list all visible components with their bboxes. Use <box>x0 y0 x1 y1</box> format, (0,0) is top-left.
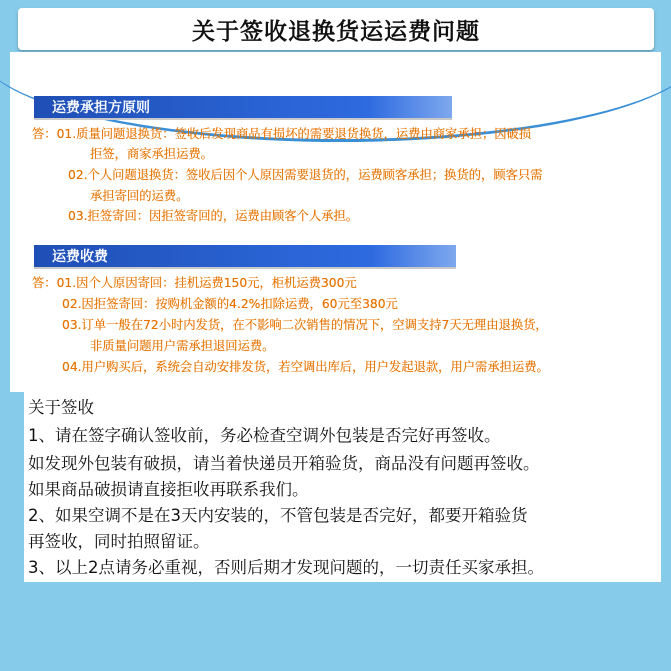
notice-line-4: 2、如果空调不是在3天内安装的，不管包装是否完好，都要开箱验货 <box>28 506 528 525</box>
section-header-label: 运费收费 <box>52 249 108 265</box>
section-header-shipping-principle <box>34 96 452 120</box>
notice-line-5: 再签收，同时拍照留证。 <box>28 532 210 551</box>
notice-line-6: 3、以上2点请务必重视，否则后期才发现问题的，一切责任买家承担。 <box>28 558 544 577</box>
principle-line-5: 03.拒签寄回：因拒签寄回的，运费由顾客个人承担。 <box>68 209 359 223</box>
principle-line-3: 02.个人问题退换货：签收后因个人原因需要退货的，运费顾客承担；换货的，顾客只需 <box>68 168 543 182</box>
principle-line-4: 承担寄回的运费。 <box>90 189 189 203</box>
principle-line-1: 答：01.质量问题退换货：签收后发现商品有损坏的需要退货换货，运费由商家承担；因破损 <box>32 127 532 141</box>
notice-line-2: 如发现外包装有破损，请当着快递员开箱验货，商品没有问题再签收。 <box>28 454 540 473</box>
fee-line-5: 04.用户购买后，系统会自动安排发货，若空调出库后，用户发起退款，用户需承担运费。 <box>62 360 549 374</box>
info-panel <box>10 52 661 392</box>
notice-line-1: 1、请在签字确认签收前，务必检查空调外包装是否完好再签收。 <box>28 426 501 445</box>
notice-line-3: 如果商品破损请直接拒收再联系我们。 <box>28 480 309 499</box>
section-header-shipping-fees <box>34 245 456 269</box>
fee-line-1: 答：01.因个人原因寄回：挂机运费150元，柜机运费300元 <box>32 276 357 290</box>
signing-notice <box>24 392 661 582</box>
notice-heading: 关于签收 <box>28 398 94 417</box>
principle-line-2: 拒签，商家承担运费。 <box>90 147 213 161</box>
decorative-arc <box>0 0 671 142</box>
page-title-text: 关于签收退换货运运费问题 <box>192 18 480 45</box>
fee-line-4: 非质量问题用户需承担退回运费。 <box>90 339 275 353</box>
fee-line-3: 03.订单一般在72小时内发货，在不影响二次销售的情况下，空调支持7天无理由退换货， <box>62 318 548 332</box>
fee-line-2: 02.因拒签寄回：按购机金额的4.2%扣除运费，60元至380元 <box>62 297 398 311</box>
section-header-label: 运费承担方原则 <box>52 100 150 116</box>
